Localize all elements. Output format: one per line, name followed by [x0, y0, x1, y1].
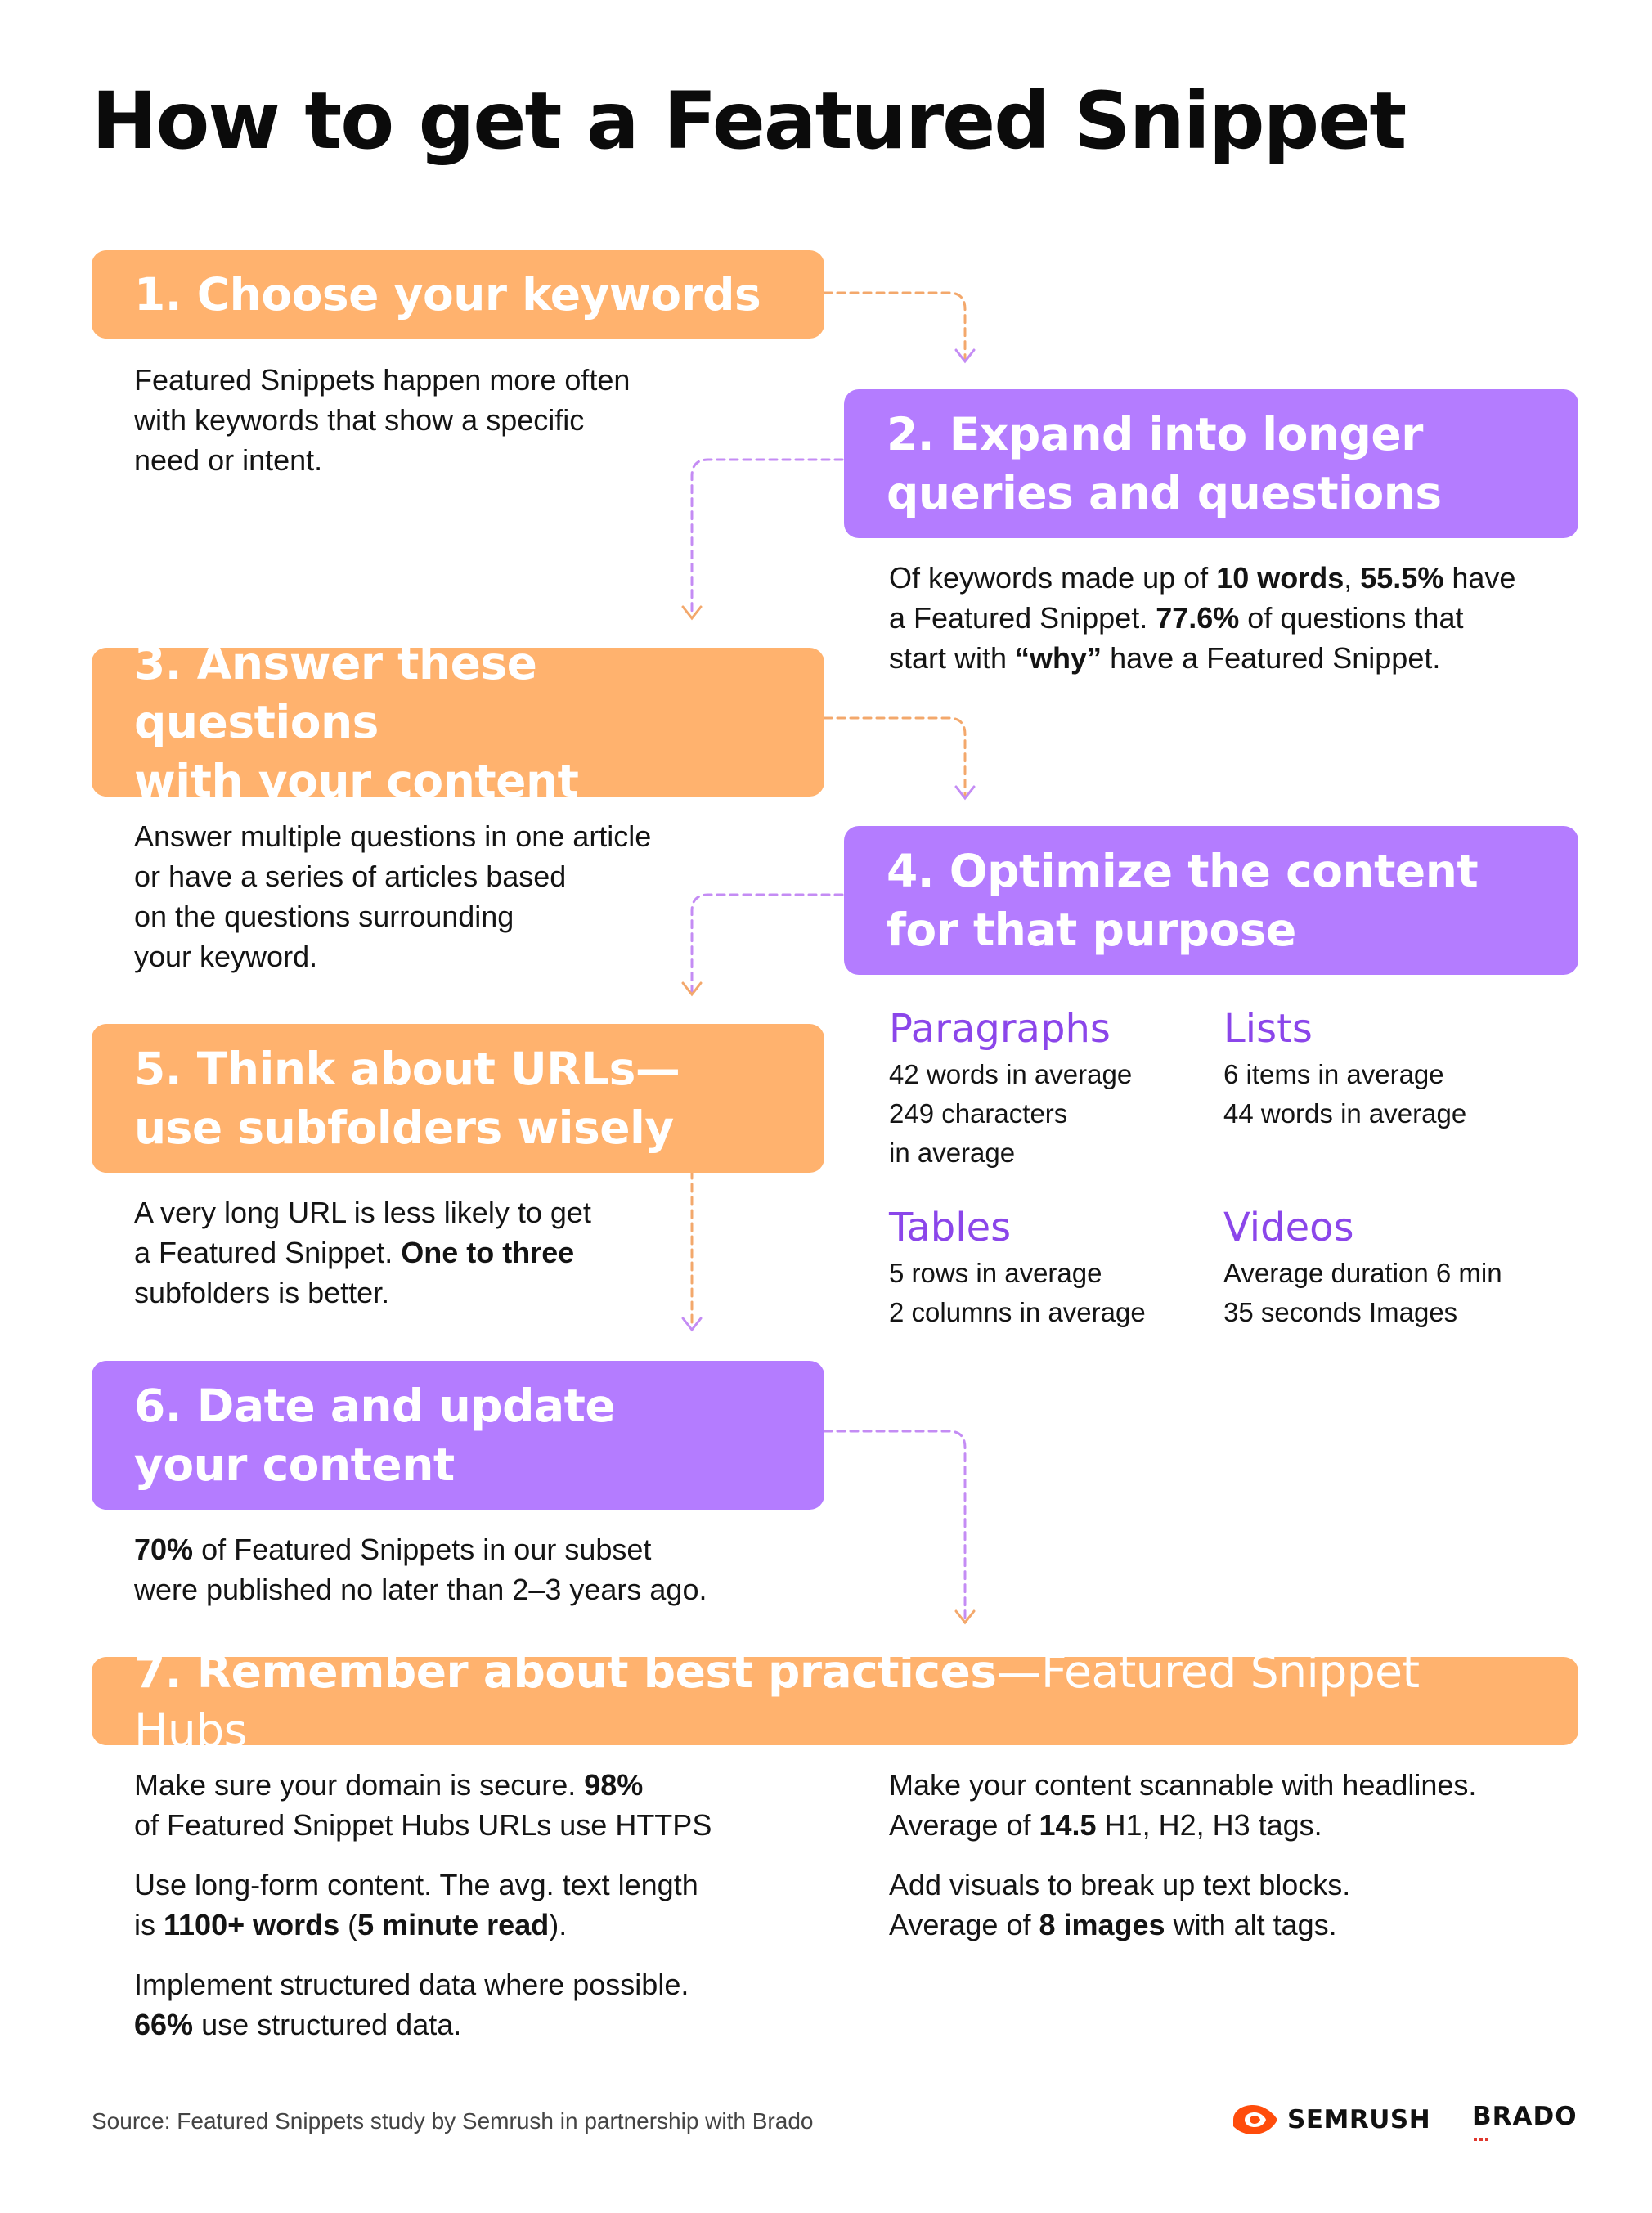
semrush-flame-icon — [1230, 2102, 1281, 2138]
connector-2-to-3 — [692, 460, 842, 615]
category-title-lists: Lists — [1223, 1006, 1313, 1052]
step-3-heading: 3. Answer these questions with your content — [134, 637, 579, 807]
step-6-box — [92, 1361, 824, 1510]
step-2-box — [844, 389, 1578, 538]
step-1-heading: 1. Choose your keywords — [134, 268, 761, 321]
step-4-heading: 4. Optimize the content for that purpose — [887, 845, 1479, 956]
step-5-box — [92, 1024, 824, 1173]
category-title-paragraphs: Paragraphs — [889, 1006, 1111, 1052]
connector-6-to-7 — [824, 1431, 965, 1619]
step-7-box — [92, 1645, 1578, 1757]
tip-long-form: Use long-form content. The avg. text length is 1100+ words (5 minute read). — [134, 1868, 698, 1941]
brado-logo: BRADO — [1472, 2102, 1578, 2131]
connector-4-to-5 — [692, 895, 842, 991]
semrush-logo: SEMRUSH — [1230, 2102, 1430, 2138]
step-6-description: 70% of Featured Snippets in our subset were published no later than 2–3 years ago. — [134, 1533, 707, 1606]
step-3-description: Answer multiple questions in one article or have a series of articles based on the questions surrounding your keyword. — [134, 819, 652, 973]
step-5-heading: 5. Think about URLs— use subfolders wisely — [134, 1043, 680, 1154]
step-4-box — [844, 826, 1578, 975]
connector-3-to-4 — [824, 718, 965, 795]
category-title-videos: Videos — [1223, 1205, 1354, 1250]
step-5-description: A very long URL is less likely to get a Featured Snippet. One to three subfolders is better. — [134, 1196, 591, 1309]
tip-headlines: Make your content scannable with headlines. Average of 14.5 H1, H2, H3 tags. — [889, 1768, 1477, 1842]
step-2-heading: 2. Expand into longer queries and questions — [887, 408, 1442, 519]
step-2-description: Of keywords made up of 10 words, 55.5% have a Featured Snippet. 77.6% of questions that start with “why” have a Featured Snippet. — [889, 561, 1516, 675]
tip-structured-data: Implement structured data where possible. 66% use structured data. — [134, 1968, 689, 2041]
source-note: Source: Featured Snippets study by Semrush in partnership with Brado — [92, 2108, 814, 2134]
category-title-tables: Tables — [889, 1205, 1012, 1250]
page-title: How to get a Featured Snippet — [92, 75, 1406, 167]
step-6-heading: 6. Date and update your content — [134, 1380, 616, 1491]
step-3-box — [92, 637, 824, 807]
connector-1-to-2 — [824, 293, 965, 358]
step-1-description: Featured Snippets happen more often with keywords that show a specific need or intent. — [134, 363, 631, 477]
brado-dots-mark — [1474, 2138, 1493, 2143]
tip-visuals: Add visuals to break up text blocks. Average of 8 images with alt tags. — [889, 1868, 1351, 1941]
tip-https: Make sure your domain is secure. 98% of Featured Snippet Hubs URLs use HTTPS — [134, 1768, 712, 1842]
step-7-heading: 7. Remember about best practices—Featured Snippet Hubs — [134, 1645, 1420, 1757]
step-1-box — [92, 250, 824, 339]
